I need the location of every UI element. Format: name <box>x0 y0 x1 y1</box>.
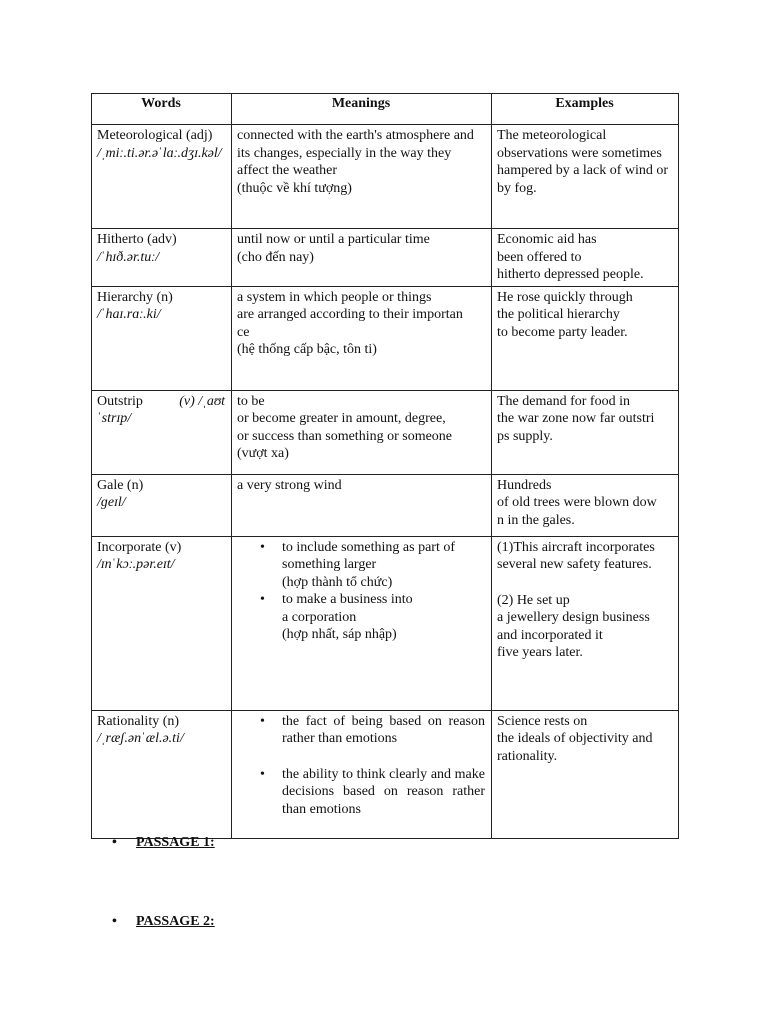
table-row <box>92 536 679 710</box>
example-line: the political hierarchy <box>497 307 620 322</box>
vocabulary-table <box>91 93 679 839</box>
word-pronunciation: ˈstrɪp/ <box>97 411 132 426</box>
example-line: The demand for food in <box>497 393 630 409</box>
word-tag-and-ipa <box>179 393 225 411</box>
meaning-cell <box>232 390 492 474</box>
example-line: a jewellery design business <box>497 610 650 625</box>
meaning-vietnamese: (vượt xa) <box>237 446 289 461</box>
list-item <box>260 713 485 748</box>
meaning-line: something larger <box>282 557 377 572</box>
header-words: Words <box>92 94 232 125</box>
bullet-icon: • <box>260 713 265 729</box>
word-term: Hierarchy (n) <box>97 289 173 305</box>
word-cell <box>92 229 232 287</box>
word-cell <box>92 390 232 474</box>
word-term: Meteorological (adj) <box>97 128 213 143</box>
meaning-line: are arranged according to their importan <box>237 307 463 322</box>
example-line: of old trees were blown dow <box>497 495 657 510</box>
meaning-line: to include something as part of <box>282 539 456 555</box>
bullet-icon: • <box>260 766 265 782</box>
word-cell <box>92 536 232 710</box>
word-pronunciation: /ˌræʃ.ənˈæl.ə.ti/ <box>97 731 184 746</box>
word-pronunciation: /ˈhɪð.ər.tuː/ <box>97 249 160 265</box>
word-term: Incorporate (v) <box>97 539 182 555</box>
meaning-cell <box>232 536 492 710</box>
table-row <box>92 474 679 536</box>
example-cell <box>492 474 679 536</box>
list-item <box>260 766 485 819</box>
example-line: to become party leader. <box>497 324 628 340</box>
word-term-line <box>97 393 225 411</box>
example-text: The meteorological observations were sometimes hampered by a lack of wind or by fog. <box>497 128 669 196</box>
meaning-line: or become greater in amount, degree, <box>237 411 446 426</box>
meaning-bullet-list <box>237 539 485 644</box>
bullet-icon: • <box>112 914 117 929</box>
example-line: (2) He set up <box>497 592 570 608</box>
example-line: hitherto depressed people. <box>497 267 644 282</box>
word-part-of-speech: (v) <box>179 393 195 409</box>
meaning-cell <box>232 474 492 536</box>
meaning-english: until now or until a particular time <box>237 232 430 247</box>
word-term: Outstrip <box>97 393 143 409</box>
word-term: Rationality (n) <box>97 713 180 729</box>
meaning-vietnamese: (hợp nhất, sáp nhập) <box>282 627 397 642</box>
word-pronunciation: /ɪnˈkɔː.pər.eɪt/ <box>97 557 175 572</box>
example-line: and incorporated it <box>497 627 603 643</box>
meaning-text: the ability to think clearly and make decisions based on reason rather than emotions <box>282 766 485 817</box>
list-item <box>260 539 485 592</box>
example-line: ps supply. <box>497 428 553 444</box>
table-row <box>92 390 679 474</box>
meaning-line: or success than something or someone <box>237 428 453 444</box>
bullet-icon: • <box>260 592 265 607</box>
meaning-cell <box>232 125 492 229</box>
meaning-line: a system in which people or things <box>237 289 432 305</box>
meaning-line: to make a business into <box>282 592 413 607</box>
header-meanings: Meanings <box>232 94 492 125</box>
passage-label: PASSAGE 1: <box>136 835 215 850</box>
example-cell <box>492 229 679 287</box>
word-cell <box>92 710 232 838</box>
meaning-line: a very strong wind <box>237 477 342 493</box>
example-cell <box>492 390 679 474</box>
example-cell <box>492 536 679 710</box>
meaning-english: connected with the earth's atmosphere and its changes, especially in the way they affect the weather <box>237 128 474 178</box>
table-row <box>92 229 679 287</box>
word-cell <box>92 125 232 229</box>
table-row <box>92 125 679 229</box>
example-cell <box>492 125 679 229</box>
example-line: (1)This aircraft incorporates <box>497 539 655 555</box>
word-term: Hitherto (adv) <box>97 232 177 247</box>
word-cell <box>92 286 232 390</box>
example-line: He rose quickly through <box>497 289 633 305</box>
bullet-icon: • <box>112 835 117 850</box>
word-pronunciation: /ˈhaɪ.rɑː.ki/ <box>97 307 161 322</box>
word-cell <box>92 474 232 536</box>
spacer <box>282 748 485 766</box>
word-term: Gale (n) <box>97 477 144 493</box>
example-line: Science rests on <box>497 713 588 729</box>
meaning-vietnamese: (hợp thành tổ chức) <box>282 574 393 590</box>
table-row <box>92 710 679 838</box>
example-line: five years later. <box>497 645 583 660</box>
table-row <box>92 286 679 390</box>
example-line: been offered to <box>497 249 582 265</box>
example-line: Economic aid has <box>497 232 597 247</box>
passage-label: PASSAGE 2: <box>136 914 215 929</box>
example-cell <box>492 710 679 838</box>
word-pronunciation-start: /ˌaʊt <box>198 393 225 409</box>
example-line: several new safety features. <box>497 557 652 572</box>
meaning-line: ce <box>237 324 250 340</box>
header-examples: Examples <box>492 94 679 125</box>
meaning-bullet-list <box>237 713 485 819</box>
example-line: the ideals of objectivity and rationality. <box>497 731 653 764</box>
list-item <box>260 591 485 644</box>
meaning-cell <box>232 286 492 390</box>
example-cell <box>492 286 679 390</box>
word-pronunciation: /ɡeɪl/ <box>97 495 126 510</box>
example-line: Hundreds <box>497 477 552 493</box>
example-line: n in the gales. <box>497 512 575 528</box>
meaning-vietnamese: (cho đến nay) <box>237 249 314 265</box>
meaning-line: to be <box>237 393 265 409</box>
meaning-cell <box>232 229 492 287</box>
meaning-vietnamese: (thuộc về khí tượng) <box>237 180 352 196</box>
meaning-text: the fact of being based on reason rather than emotions <box>282 713 485 746</box>
meaning-cell <box>232 710 492 838</box>
bullet-icon: • <box>260 539 265 555</box>
spacer <box>497 574 672 592</box>
meaning-line: a corporation <box>282 609 357 625</box>
word-pronunciation: /ˌmiː.ti.ər.əˈlɑː.dʒɪ.kəl/ <box>97 145 222 161</box>
meaning-vietnamese: (hệ thống cấp bậc, tôn ti) <box>237 342 377 357</box>
table-header-row <box>92 94 679 125</box>
example-line: the war zone now far outstri <box>497 411 655 426</box>
